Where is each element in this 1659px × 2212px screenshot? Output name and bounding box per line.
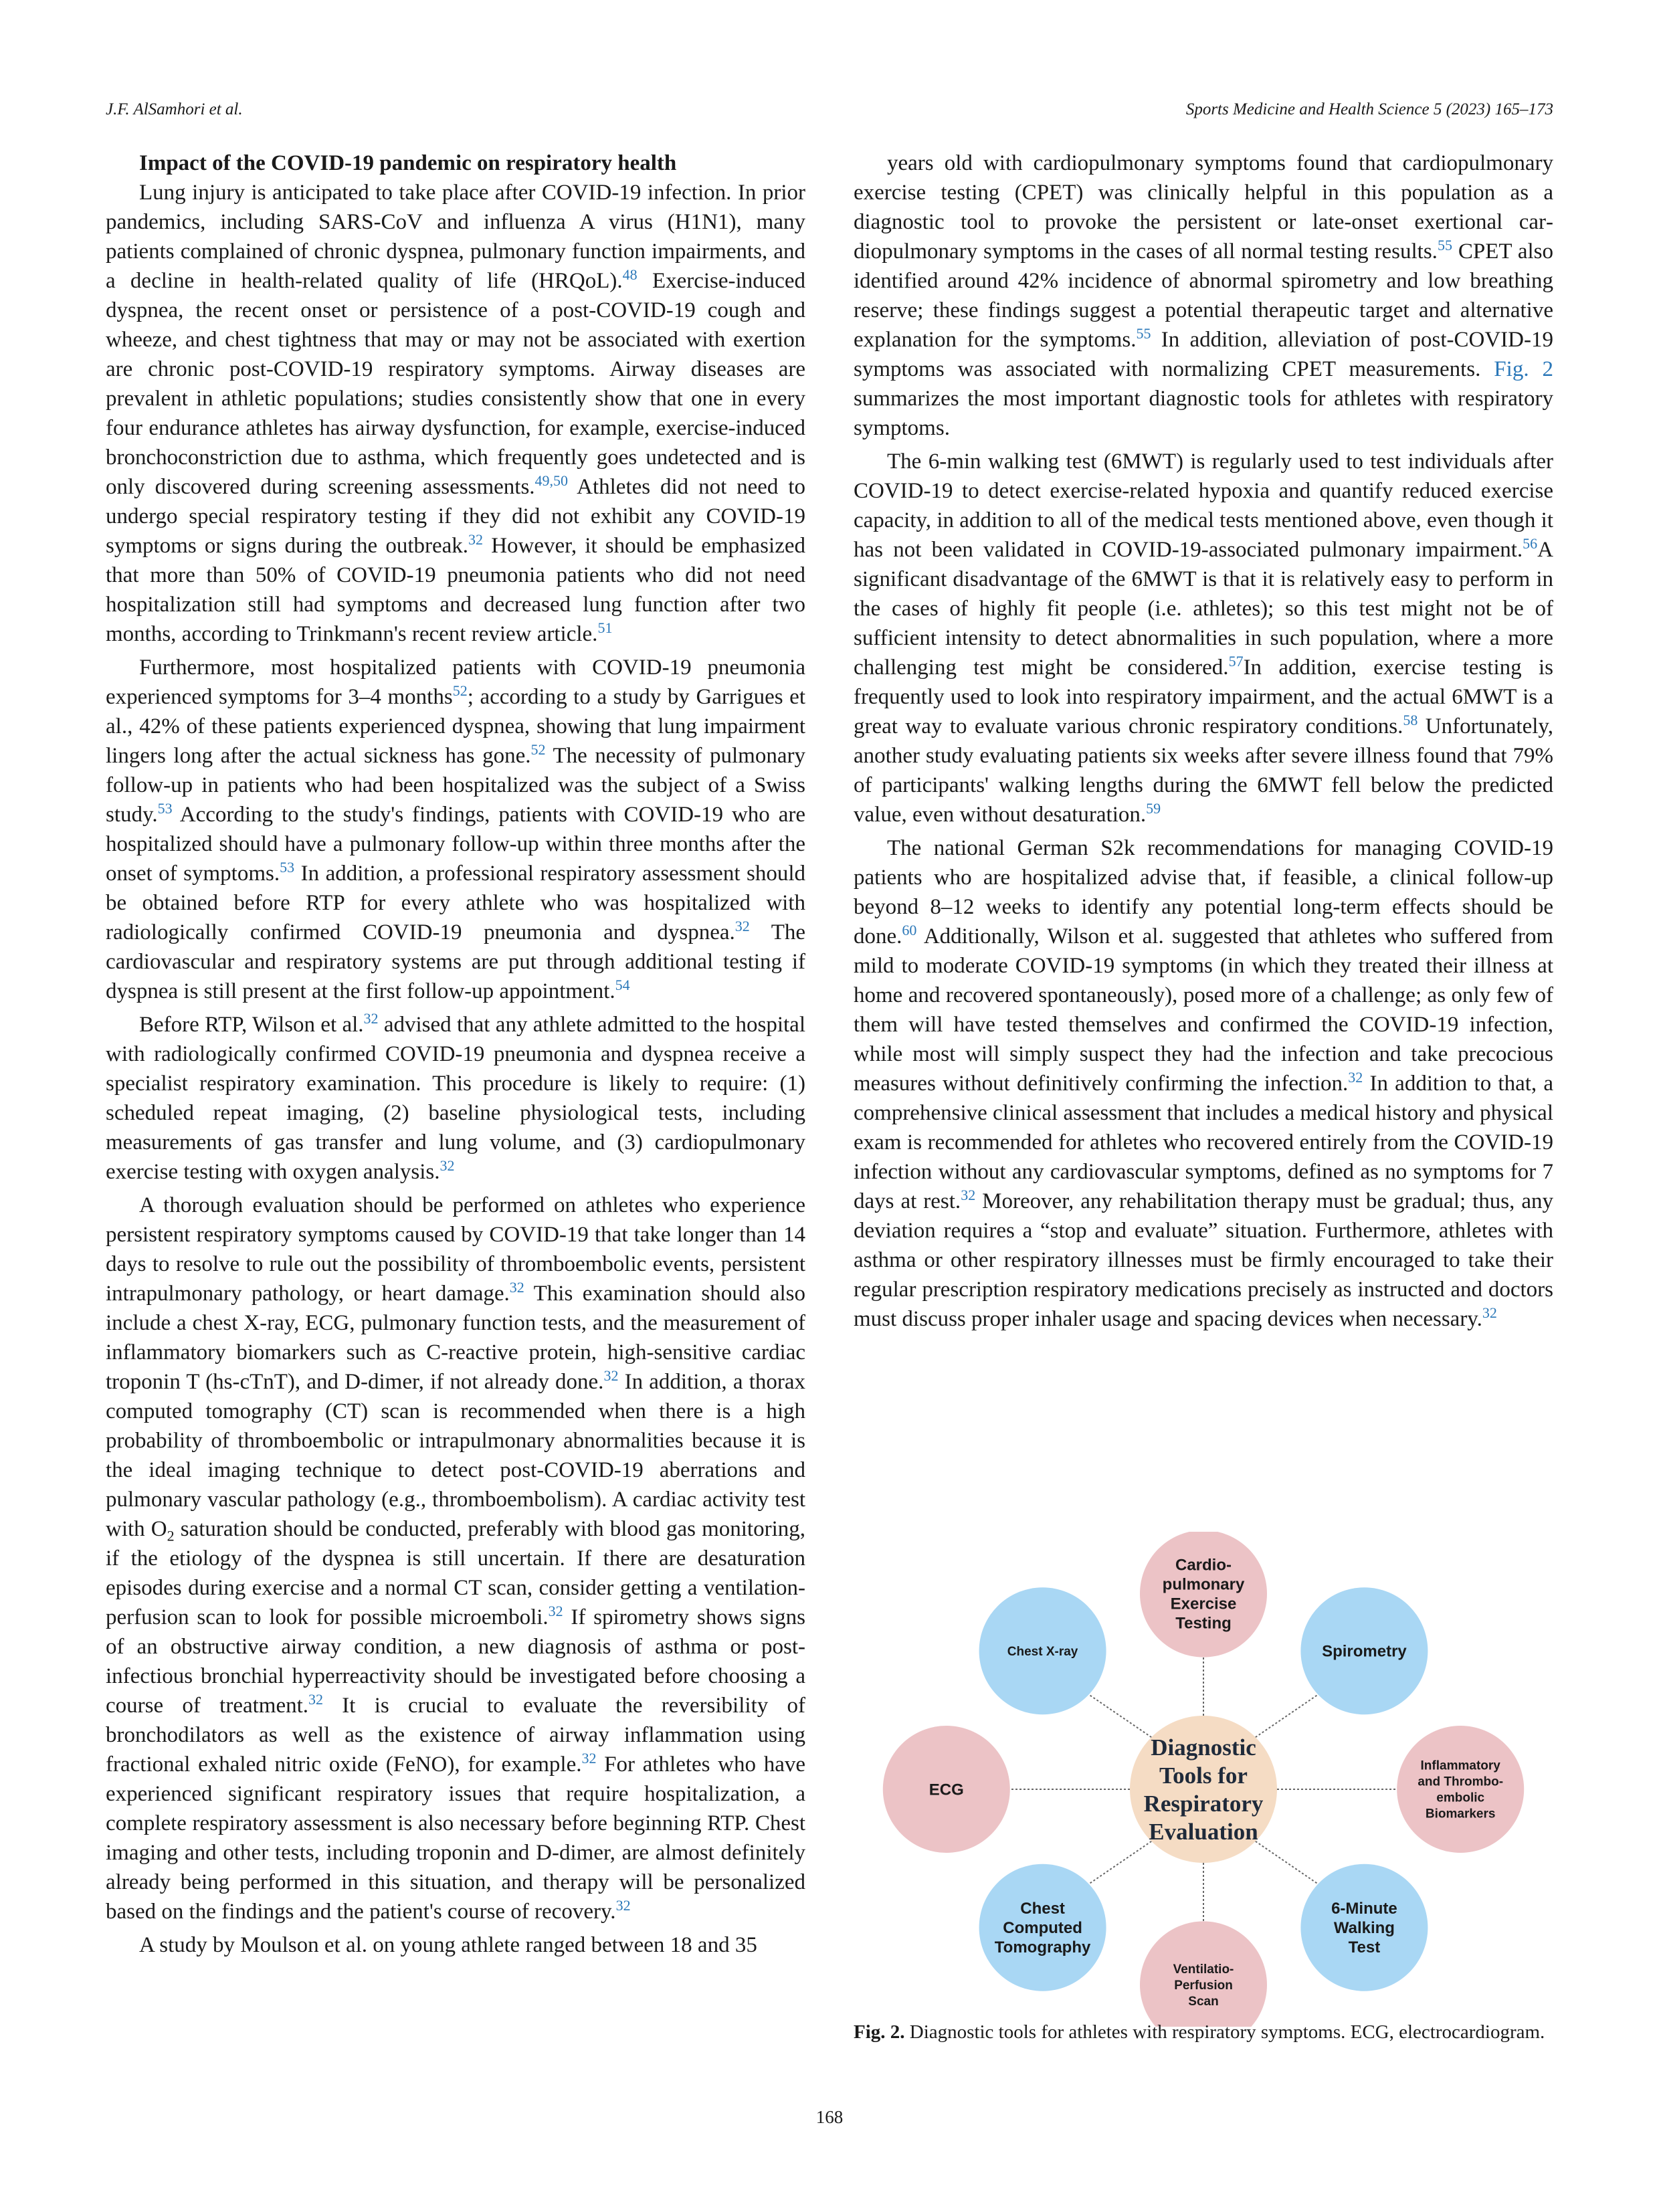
node-cpet-label: pulmonary: [1162, 1575, 1245, 1594]
body-text: Furthermore, most hospitalized patients with COVID-19 pneumonia experienced symptoms for 3–4 months: [106, 656, 805, 709]
figure-link[interactable]: Fig. 2: [1494, 357, 1553, 381]
center-node-label: Respiratory: [1143, 1791, 1264, 1817]
body-text: Additionally, Wilson et al. suggested that athletes who suffered from mild to moderate COVID-19 symptoms (in which they treated their illness at home and recovered spontaneously), posed more of a challenge; as only few of them will have tested themselves and confirmed the COVID-19 infection, while most will simply suspect they had the infection and take precocious measures without definitively confirming the infection.: [854, 924, 1553, 1096]
body-text: Lung injury is anticipated to take place after COVID-19 infection. In prior pandemics, including SARS-CoV and influenza A virus (H1N1), many patients complained of chronic dyspnea, pulmonary function impairments, and a decline in health-related quality of life (HRQoL).: [106, 181, 805, 293]
citation-ref[interactable]: 48: [622, 266, 638, 283]
citation-ref[interactable]: 55: [1136, 325, 1151, 342]
running-header-authors: J.F. AlSamhori et al.: [106, 100, 243, 118]
right-column-paragraph: [854, 148, 1553, 443]
citation-ref[interactable]: 52: [530, 741, 546, 758]
node-cpet: [1140, 1532, 1267, 1657]
body-text: However, it should be emphasized that more than 50% of COVID-19 pneumonia patients who did not need hospitalization still had symptoms and decreased lung function after two months, according to Trinkmann's recent review article.: [106, 534, 805, 646]
node-xray: [979, 1587, 1106, 1714]
body-text: The necessity of pulmonary follow-up in patients who had been hospitalized was the subject of a Swiss study.: [106, 744, 805, 827]
citation-ref[interactable]: 32: [603, 1367, 619, 1384]
left-column-paragraph: [106, 1010, 805, 1187]
figure-caption: [854, 2019, 1553, 2045]
body-text: saturation should be conducted, preferably with blood gas monitoring, if the etiology of the dyspnea is still uncertain. If there are desaturation episodes during exercise and a normal CT scan, consider getting a ventilation-perfusion scan to look for possible microemboli.: [106, 1517, 806, 1629]
node-ct-label: Computed: [1003, 1919, 1082, 1938]
node-inflammatory-label: embolic: [1436, 1791, 1485, 1805]
body-text: For athletes who have experienced significant respiratory issues that require hospitalization, a complete respiratory assessment is also necessary before beginning RTP. Chest imaging and other tests, including troponin and D-dimer, are almost definitely already being performed in this situation, and therapy will be personalized based on the findings and the patient's course of recovery.: [106, 1752, 805, 1924]
connector-line: [1088, 1841, 1151, 1885]
body-text: years old with cardiopulmonary symptoms found that cardiopulmonary exercise testing (CPET) was clinically helpful in this population as a diagnostic tool to provoke the persistent or late-onset exertional cardiopulmonary symptoms in the cases of all normal testing results.: [854, 151, 1553, 264]
node-cpet-label: Testing: [1175, 1614, 1232, 1633]
left-column-paragraph: [106, 653, 805, 1006]
citation-ref[interactable]: 32: [1348, 1069, 1363, 1086]
citation-ref[interactable]: 59: [1146, 800, 1161, 817]
left-column-body: [106, 178, 805, 1960]
body-text: The 6-min walking test (6MWT) is regularly used to test individuals after COVID-19 to detect exercise-related hypoxia and quantify reduced exercise capacity, in addition to all of the medical tests mentioned above, even though it has not been validated in COVID-19-associated pulmonary impairment.: [854, 449, 1553, 562]
body-text: In addition, a thorax computed tomography (CT) scan is recommended when there is a high probability of thromboembolic or intrapulmonary abnormalities because it is the ideal imaging technique to detect post-COVID-19 aberrations and pulmonary vascular pathology (e.g., thromboembolism). A cardiac activity test with O: [106, 1370, 805, 1541]
node-vq-label: Perfusion: [1174, 1979, 1233, 1993]
citation-ref[interactable]: 32: [440, 1157, 455, 1174]
running-header-journal: Sports Medicine and Health Science 5 (2023) 165–173: [1185, 100, 1553, 118]
node-vq-label: Ventilatio-: [1173, 1963, 1234, 1977]
body-text: This examination should also include a chest X-ray, ECG, pulmonary function tests, and the measurement of inflammatory biomarkers such as C-reactive protein, high-sensitive cardiac troponin T (hs-cTnT), and D-dimer, if not already done.: [106, 1282, 806, 1394]
node-ecg: [883, 1726, 1010, 1853]
citation-ref[interactable]: 60: [902, 922, 917, 938]
page-number: 168: [815, 2107, 844, 2127]
citation-ref[interactable]: 32: [363, 1010, 379, 1027]
body-text: Moreover, any rehabilitation therapy must be gradual; thus, any deviation requires a “stop and evaluate” situation. Furthermore, athletes with asthma or other respiratory illnesses must be firmly encouraged to take their regular prescription respiratory medications precisely as instructed and doctors must discuss proper inhaler usage and spacing devices when necessary.: [854, 1189, 1554, 1331]
body-text: In addition, exercise testing is frequently used to look into respiratory impairment, and the actual 6MWT is a great way to evaluate various chronic respiratory conditions.: [854, 656, 1553, 738]
body-text: Exercise-induced dyspnea, the recent onset or persistence of a post-COVID-19 cough and wheeze, and chest tightness that may or may not be associated with exertion are chronic post-COVID-19 respiratory symptoms. Airway diseases are prevalent in athletic populations; studies consistently show that one in every four endurance athletes has airway dysfunction, for example, exercise-induced bronchoconstriction due to asthma, which frequently goes undetected and is only discovered during screening assessments.: [106, 269, 805, 499]
citation-ref[interactable]: 53: [157, 800, 173, 817]
node-ct-label: Chest: [1020, 1900, 1065, 1918]
node-inflammatory-label: Biomarkers: [1425, 1807, 1496, 1821]
body-text: In addition to that, a comprehensive clinical assessment that includes a medical history and physical exam is recommended for athletes who recovered entirely from the COVID-19 infection without any cardiovascular symptoms, defined as no symptoms for 7 days at rest.: [854, 1072, 1553, 1213]
citation-ref[interactable]: 32: [581, 1750, 597, 1767]
left-column-paragraph: [106, 1930, 805, 1960]
node-spirometry: [1300, 1587, 1428, 1714]
node-6mwt-label: 6-Minute: [1331, 1900, 1397, 1918]
left-column-paragraph: [106, 178, 805, 649]
body-text: A thorough evaluation should be performed on athletes who experience persistent respiratory symptoms caused by COVID-19 that take longer than 14 days to resolve to rule out the possibility of thromboembolic events, persistent intrapulmonary pathology, or heart damage.: [106, 1193, 805, 1306]
body-text: advised that any athlete admitted to the hospital with radiologically confirmed COVID-19 pneumonia and dyspnea receive a specialist respiratory examination. This procedure is likely to require: (1) scheduled repeat imaging, (2) baseline physiological tests, including measurements of gas transfer and lung volume, and (3) cardiopulmonary exercise testing with oxygen analysis.: [106, 1013, 805, 1184]
section-title: Impact of the COVID-19 pandemic on respiratory health: [139, 151, 677, 175]
subscript: 2: [167, 1527, 175, 1544]
citation-ref[interactable]: 32: [1482, 1304, 1497, 1321]
citation-ref[interactable]: 32: [509, 1279, 524, 1296]
citation-ref[interactable]: 52: [452, 682, 468, 699]
node-6mwt-label: Walking: [1333, 1919, 1395, 1938]
citation-ref[interactable]: 49,50: [534, 472, 569, 489]
citation-ref[interactable]: 58: [1403, 712, 1418, 728]
node-ct-label: Tomography: [994, 1938, 1091, 1957]
body-text: It is crucial to evaluate the reversibility of bronchodilators as well as the existence of airway inflammation using fractional exhaled nitric oxide (FeNO), for example.: [106, 1694, 805, 1777]
body-text: In addition, a professional respiratory assessment should be obtained before RTP for every athlete who was hospitalized with radiologically confirmed COVID-19 pneumonia and dyspnea.: [106, 862, 806, 944]
node-ct: [979, 1864, 1106, 1991]
left-column-paragraph: [106, 1191, 805, 1926]
body-text: If spirometry shows signs of an obstructive airway condition, a new diagnosis of asthma or post-infectious bronchial hyperreactivity should be investigated before choosing a course of treatment.: [106, 1605, 805, 1718]
citation-ref[interactable]: 55: [1437, 237, 1452, 254]
node-6mwt: [1300, 1864, 1428, 1991]
body-text: summarizes the most important diagnostic tools for athletes with respiratory symptoms.: [854, 387, 1553, 440]
body-text: CPET also identified around 42% incidence of abnormal spirometry and low breathing reserve; these findings suggest a potential therapeutic target and alternative explanation for the symptoms.: [854, 239, 1553, 352]
center-node-label: Diagnostic: [1151, 1734, 1256, 1761]
diagnostic-tools-diagram: [854, 1532, 1553, 2027]
body-text: A significant disadvantage of the 6MWT is that it is relatively easy to perform in the cases of highly fit people (i.e. athletes); so this test might not be of sufficient intensity to detect abnormalities in such population, where a more challenging test might be considered.: [854, 538, 1553, 680]
body-text: According to the study's findings, patients with COVID-19 who are hospitalized should have a pulmonary follow-up within three months after the onset of symptoms.: [106, 803, 805, 886]
node-cpet-label: Cardio-: [1175, 1556, 1232, 1575]
node-ecg-label: ECG: [929, 1781, 964, 1799]
body-text: In addition, alleviation of post-COVID-19 symptoms was associated with normalizing CPET measurements.: [854, 328, 1553, 381]
citation-ref[interactable]: 32: [961, 1187, 976, 1203]
citation-ref[interactable]: 32: [548, 1603, 563, 1619]
figure-caption-label: Fig. 2.: [854, 2021, 905, 2043]
citation-ref[interactable]: 56: [1523, 535, 1538, 552]
citation-ref[interactable]: 54: [615, 977, 630, 993]
body-text: The cardiovascular and respiratory systems are put through additional testing if dyspnea is still present at the first follow-up appointment.: [106, 920, 806, 1003]
node-xray-label: Chest X-ray: [1007, 1644, 1078, 1659]
center-node-label: Tools for: [1159, 1763, 1248, 1789]
body-text: Athletes did not need to undergo special respiratory testing if they did not exhibit any COVID-19 symptoms or signs during the outbreak.: [106, 475, 805, 558]
node-vq-label: Scan: [1188, 1995, 1219, 2009]
body-text: A study by Moulson et al. on young athlete ranged between 18 and 35: [139, 1933, 757, 1957]
citation-ref[interactable]: 53: [280, 859, 295, 876]
body-text: Before RTP, Wilson et al.: [139, 1013, 364, 1037]
node-cpet-label: Exercise: [1170, 1595, 1237, 1613]
citation-ref[interactable]: 32: [735, 918, 750, 934]
right-column-body: [854, 148, 1553, 1334]
node-spirometry-label: Spirometry: [1322, 1642, 1407, 1661]
body-text: The national German S2k recommendations for managing COVID-19 patients who are hospitalized advise that, if feasible, a clinical follow-up beyond 8–12 weeks to identify any potential long-term effects should be done.: [854, 836, 1553, 948]
connector-line: [1088, 1694, 1151, 1737]
connector-line: [1256, 1841, 1319, 1885]
right-column-paragraph: [854, 833, 1553, 1334]
body-text: Unfortunately, another study evaluating patients six weeks after severe illness found that 79% of participants' walking lengths during the 6MWT fell below the predicted value, even without desaturation.: [854, 714, 1553, 827]
right-column: [854, 148, 1553, 1334]
node-vq: [1140, 1921, 1267, 2027]
figure-caption-text: Diagnostic tools for athletes with respiratory symptoms. ECG, electrocardiogram.: [909, 2021, 1545, 2043]
figure-2: [854, 1532, 1553, 2027]
citation-ref[interactable]: 51: [597, 619, 613, 636]
center-node-label: Evaluation: [1149, 1819, 1258, 1845]
node-inflammatory-circle: [1397, 1726, 1524, 1853]
connector-line: [1256, 1694, 1319, 1737]
body-text: ; according to a study by Garrigues et al., 42% of these patients experienced dyspnea, showing that lung impairment lingers long after the actual sickness has gone.: [106, 685, 805, 768]
citation-ref[interactable]: 57: [1228, 653, 1244, 670]
node-inflammatory-label: Inflammatory: [1420, 1758, 1500, 1773]
left-column: [106, 148, 805, 1960]
node-inflammatory: [1397, 1726, 1524, 1853]
citation-ref[interactable]: 32: [308, 1691, 324, 1708]
node-6mwt-label: Test: [1348, 1938, 1381, 1957]
citation-ref[interactable]: 32: [468, 531, 484, 548]
citation-ref[interactable]: 32: [615, 1897, 631, 1914]
right-column-paragraph: [854, 447, 1553, 829]
node-inflammatory-label: and Thrombo-: [1418, 1775, 1504, 1789]
